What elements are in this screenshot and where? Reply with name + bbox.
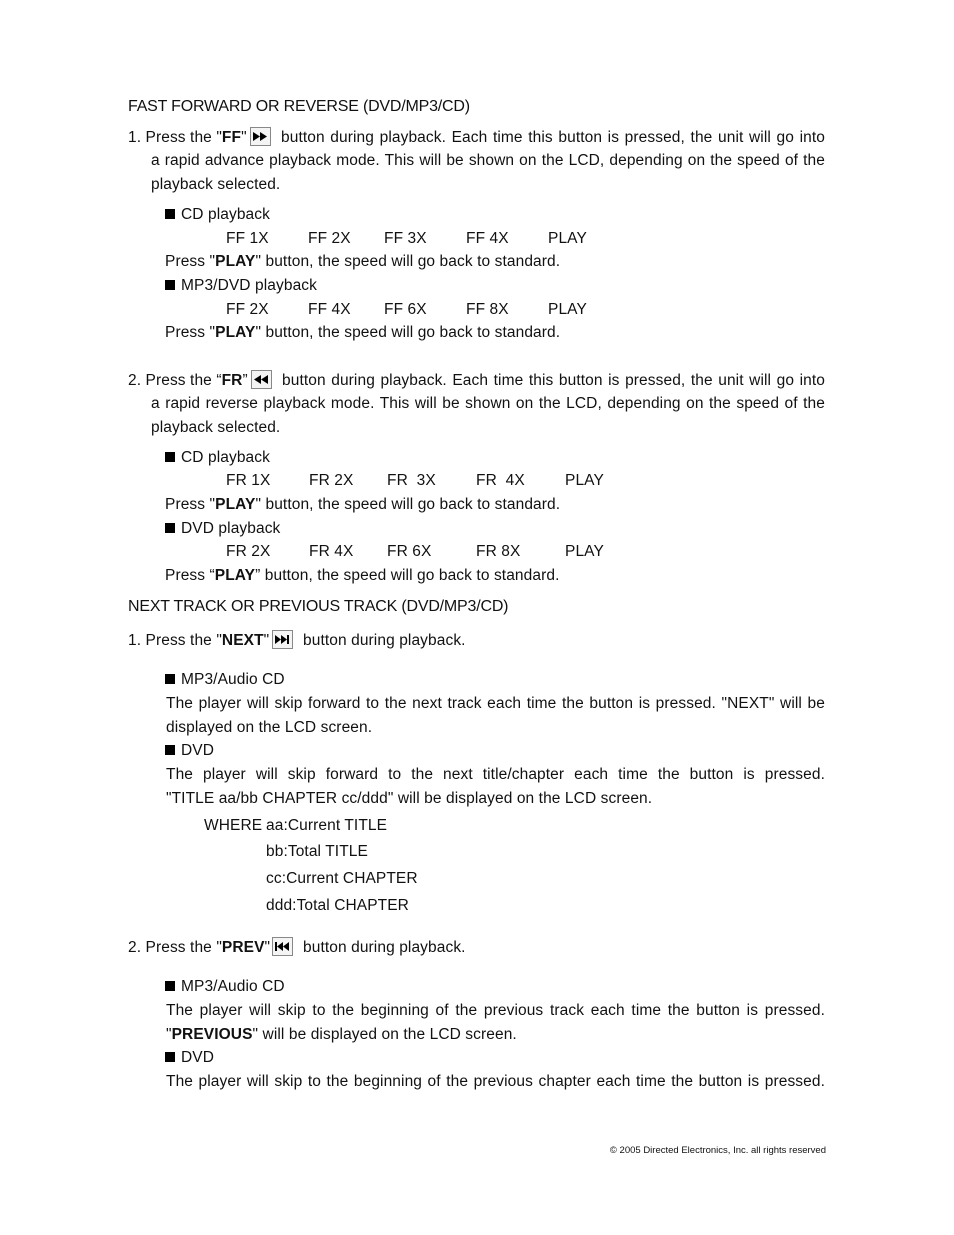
previous-key-label: PREVIOUS: [171, 1026, 253, 1043]
text: " button, the speed will go back to standard.: [255, 253, 561, 270]
prev-mp3-line1: The player will skip to the beginning of the previous track each time the button is pressed.: [166, 1002, 825, 1019]
speed-ff-mp3-2: FF 6X: [384, 301, 427, 318]
ff-key-label: FF: [221, 129, 242, 146]
text: ": [241, 129, 247, 146]
definition-item: bb:Total TITLE: [266, 843, 368, 860]
speed-ff-cd-2: FF 3X: [384, 230, 427, 247]
text: ": [166, 1026, 172, 1043]
speed-fr-dvd-4: PLAY: [565, 543, 604, 560]
ff-cd-playback-label: [165, 206, 270, 224]
section-heading-next-previous: NEXT TRACK OR PREVIOUS TRACK (DVD/MP3/CD): [128, 598, 509, 615]
next-instruction: [128, 632, 269, 650]
text: Press ": [165, 253, 216, 270]
prev-mp3-label: [165, 978, 285, 996]
text: 1. Press the ": [128, 632, 222, 649]
fr-cd-press-play: [165, 496, 560, 514]
text: MP3/DVD playback: [181, 277, 317, 294]
next-mp3-line2: displayed on the LCD screen.: [166, 719, 373, 736]
next-instruction-rest: button during playback.: [303, 632, 466, 649]
play-key-label: PLAY: [214, 567, 256, 584]
fr-instruction-line2: a rapid reverse playback mode. This will be shown on the LCD, depending on the speed of the: [151, 395, 825, 412]
text: 1. Press the ": [128, 129, 222, 146]
fr-dvd-playback-label: [165, 520, 280, 538]
fr-instruction-line3: playback selected.: [151, 419, 281, 436]
definition-item: cc:Current CHAPTER: [266, 870, 418, 887]
bullet-square-icon: [165, 745, 175, 755]
play-key-label: PLAY: [215, 324, 256, 341]
next-key-label: NEXT: [221, 632, 264, 649]
ff-instruction-line1-rest: button during playback. Each time this button is pressed, the unit will go into: [281, 129, 825, 146]
text: Press ": [165, 324, 216, 341]
next-mp3-label: [165, 671, 285, 689]
definition-item: ddd:Total CHAPTER: [266, 897, 409, 914]
speed-ff-cd-4: PLAY: [548, 230, 587, 247]
section-heading-fast-forward: FAST FORWARD OR REVERSE (DVD/MP3/CD): [128, 98, 470, 115]
ff-cd-press-play: [165, 253, 560, 271]
text: Press “: [165, 567, 215, 584]
text: Press ": [165, 496, 216, 513]
fr-key-label: FR: [221, 372, 243, 389]
text: ": [263, 632, 270, 649]
text: DVD: [181, 742, 215, 759]
where-label: WHERE: [204, 817, 263, 834]
prev-mp3-line2: [166, 1026, 517, 1044]
bullet-square-icon: [165, 523, 175, 533]
fr-dvd-press-play: [165, 567, 559, 585]
ff-mp3-playback-label: [165, 277, 317, 295]
text: 2. Press the ": [128, 939, 222, 956]
next-dvd-line2: "TITLE aa/bb CHAPTER cc/ddd" will be displayed on the LCD screen.: [166, 790, 653, 807]
fr-instruction-line1-rest: button during playback. Each time this button is pressed, the unit will go into: [282, 372, 825, 389]
next-mp3-line1: The player will skip forward to the next track each time the button is pressed. "NEXT" will be: [166, 695, 825, 712]
text: CD playback: [181, 206, 270, 223]
text: MP3/Audio CD: [181, 978, 285, 995]
bullet-square-icon: [165, 981, 175, 991]
ff-instruction-line2: a rapid advance playback mode. This will be shown on the LCD, depending on the speed of the: [151, 152, 825, 169]
next-dvd-line1: The player will skip forward to the next title/chapter each time the button is pressed.: [166, 766, 825, 783]
play-key-label: PLAY: [215, 496, 256, 513]
speed-fr-cd-1: FR 2X: [309, 472, 354, 489]
previous-track-icon: [272, 937, 293, 956]
fast-forward-icon: [250, 127, 271, 146]
speed-fr-dvd-2: FR 6X: [387, 543, 432, 560]
prev-instruction-rest: button during playback.: [303, 939, 466, 956]
bullet-square-icon: [165, 280, 175, 290]
text: ” button, the speed will go back to standard.: [255, 567, 560, 584]
speed-ff-cd-3: FF 4X: [466, 230, 509, 247]
text: " will be displayed on the LCD screen.: [252, 1026, 517, 1043]
text: " button, the speed will go back to standard.: [255, 496, 561, 513]
speed-fr-cd-0: FR 1X: [226, 472, 271, 489]
ff-instruction-line3: playback selected.: [151, 176, 281, 193]
next-dvd-label: [165, 742, 214, 760]
text: MP3/Audio CD: [181, 671, 285, 688]
copyright-footer: © 2005 Directed Electronics, Inc. all rights reserved: [609, 1145, 826, 1156]
speed-ff-mp3-0: FF 2X: [226, 301, 269, 318]
text: " button, the speed will go back to standard.: [255, 324, 561, 341]
speed-ff-cd-1: FF 2X: [308, 230, 351, 247]
fast-reverse-icon: [251, 370, 272, 389]
text: DVD: [181, 1049, 215, 1066]
bullet-square-icon: [165, 209, 175, 219]
prev-instruction: [128, 939, 270, 957]
speed-ff-mp3-3: FF 8X: [466, 301, 509, 318]
prev-key-label: PREV: [221, 939, 265, 956]
text: DVD playback: [181, 520, 281, 537]
play-key-label: PLAY: [215, 253, 256, 270]
definition-item: aa:Current TITLE: [266, 817, 388, 834]
next-track-icon: [272, 630, 293, 649]
speed-fr-cd-3: FR 4X: [476, 472, 525, 489]
text: CD playback: [181, 449, 270, 466]
speed-fr-dvd-0: FR 2X: [226, 543, 271, 560]
speed-ff-cd-0: FF 1X: [226, 230, 269, 247]
speed-ff-mp3-1: FF 4X: [308, 301, 351, 318]
speed-fr-cd-4: PLAY: [565, 472, 604, 489]
text: ": [264, 939, 271, 956]
ff-instruction-line1: [128, 129, 247, 147]
bullet-square-icon: [165, 674, 175, 684]
fr-instruction-line1: [128, 372, 248, 390]
prev-dvd-label: [165, 1049, 214, 1067]
speed-ff-mp3-4: PLAY: [548, 301, 587, 318]
bullet-square-icon: [165, 452, 175, 462]
prev-dvd-line1: The player will skip to the beginning of the previous chapter each time the button is pressed.: [166, 1073, 825, 1090]
bullet-square-icon: [165, 1052, 175, 1062]
text: ”: [242, 372, 248, 389]
text: 2. Press the “: [128, 372, 222, 389]
fr-cd-playback-label: [165, 449, 270, 467]
speed-fr-dvd-3: FR 8X: [476, 543, 521, 560]
ff-mp3-press-play: [165, 324, 560, 342]
speed-fr-cd-2: FR 3X: [387, 472, 436, 489]
speed-fr-dvd-1: FR 4X: [309, 543, 354, 560]
